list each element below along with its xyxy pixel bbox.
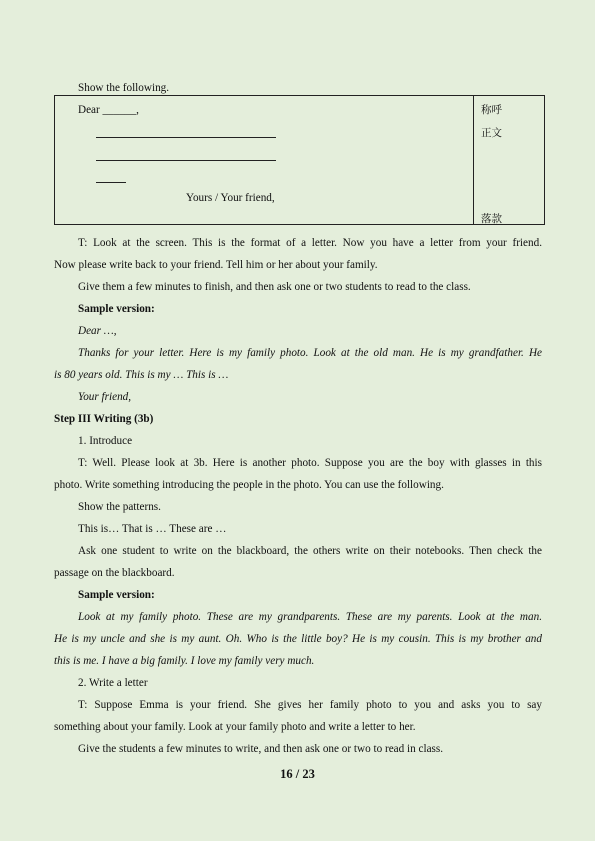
sample-text: this is me. I have a big family. I love my family very much. [54, 655, 315, 667]
sample-text: Thanks for your letter. Here is my family photo. Look at the old man. He is my grandfather. He [78, 347, 542, 359]
sample-heading: Sample version: [78, 303, 155, 315]
paragraph-text: Ask one student to write on the blackboard, the others write on their notebooks. Then check the [78, 545, 542, 557]
sample-text: Look at my family photo. These are my grandparents. These are my parents. Look at the man. [78, 611, 542, 623]
page-number: 16 / 23 [280, 767, 315, 781]
intro-text: Show the following. [78, 82, 170, 94]
letter-closing: Yours / Your friend, [186, 192, 275, 204]
paragraph-text: Now please write back to your friend. Tell him or her about your family. [54, 259, 378, 271]
paragraph-text: Give the students a few minutes to write, and then ask one or two to read in class. [78, 743, 444, 755]
paragraph-text: photo. Write something introducing the people in the photo. You can use the following. [54, 479, 444, 491]
letter-signature-line [233, 224, 281, 225]
paragraph-text: T: Suppose Emma is your friend. She gives her family photo to you and asks you to say [78, 699, 542, 711]
paragraph-text: something about your family. Look at your family photo and write a letter to her. [54, 721, 416, 733]
paragraph-text: Show the patterns. [78, 501, 161, 513]
letter-body-line [96, 160, 276, 161]
letter-body-line [96, 137, 276, 138]
letter-salutation: Dear ______, [78, 104, 139, 116]
sample-text: He is my uncle and she is my aunt. Oh. Who is the little boy? He is my cousin. This is my brother and [54, 633, 542, 645]
table-divider [473, 95, 474, 225]
patterns-text: This is… That is … These are … [78, 523, 227, 535]
sample-greeting: Dear …, [78, 325, 117, 337]
label-salutation: 称呼 [481, 104, 502, 116]
paragraph-text: T: Well. Please look at 3b. Here is another photo. Suppose you are the boy with glasses in this [78, 457, 542, 469]
paragraph-text: T: Look at the screen. This is the format of a letter. Now you have a letter from your friend. [78, 237, 542, 249]
letter-body-line [96, 182, 126, 183]
sample-heading: Sample version: [78, 589, 155, 601]
list-item: 1. Introduce [78, 435, 133, 447]
sample-text: is 80 years old. This is my … This is … [54, 369, 229, 381]
label-body: 正文 [481, 127, 502, 139]
step-heading: Step III Writing (3b) [54, 413, 154, 425]
list-item: 2. Write a letter [78, 677, 148, 689]
sample-sign: Your friend, [78, 391, 132, 403]
paragraph-text: Give them a few minutes to finish, and then ask one or two students to read to the class. [78, 281, 471, 293]
paragraph-text: passage on the blackboard. [54, 567, 175, 579]
label-signature: 落款 [481, 213, 502, 225]
